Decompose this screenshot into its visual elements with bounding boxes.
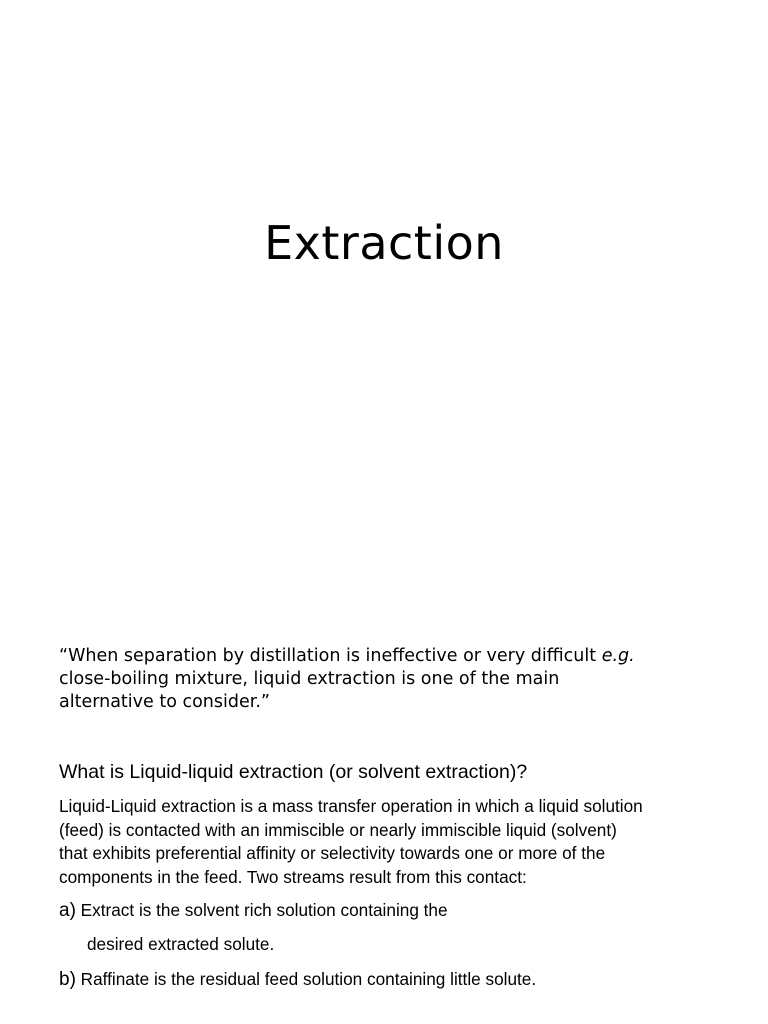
quote-line-3: alternative to consider.” xyxy=(59,692,270,712)
quote-line-2: close-boiling mixture, liquid extraction is one of the main xyxy=(59,669,560,689)
list-item-b xyxy=(59,968,536,991)
quote-line-1 xyxy=(59,645,719,668)
quote-block xyxy=(59,645,719,714)
list-marker-b: b) xyxy=(59,969,76,990)
list-marker-a: a) xyxy=(59,900,76,921)
list-item-b-text: Raffinate is the residual feed solution containing little solute. xyxy=(75,969,537,989)
quote-line-1-text: “When separation by distillation is ineffective or very difficult xyxy=(59,646,602,666)
list-item-a-text: Extract is the solvent rich solution containing the xyxy=(75,900,448,920)
list-item-a xyxy=(59,899,448,922)
list-item-a-continuation: desired extracted solute. xyxy=(87,934,275,954)
definition-line-1: Liquid-Liquid extraction is a mass transfer operation in which a liquid solution xyxy=(59,796,643,816)
definition-line-4: components in the feed. Two streams result from this contact: xyxy=(59,866,527,887)
definition-line-3: that exhibits preferential affinity or selectivity towards one or more of the xyxy=(59,843,606,863)
definition-line-2: (feed) is contacted with an immiscible or nearly immiscible liquid (solvent) xyxy=(59,819,617,840)
slide-title: Extraction xyxy=(264,216,504,270)
quote-emphasis: e.g. xyxy=(601,646,635,666)
question-heading: What is Liquid-liquid extraction (or solvent extraction)? xyxy=(59,761,528,783)
definition-paragraph xyxy=(59,795,749,889)
